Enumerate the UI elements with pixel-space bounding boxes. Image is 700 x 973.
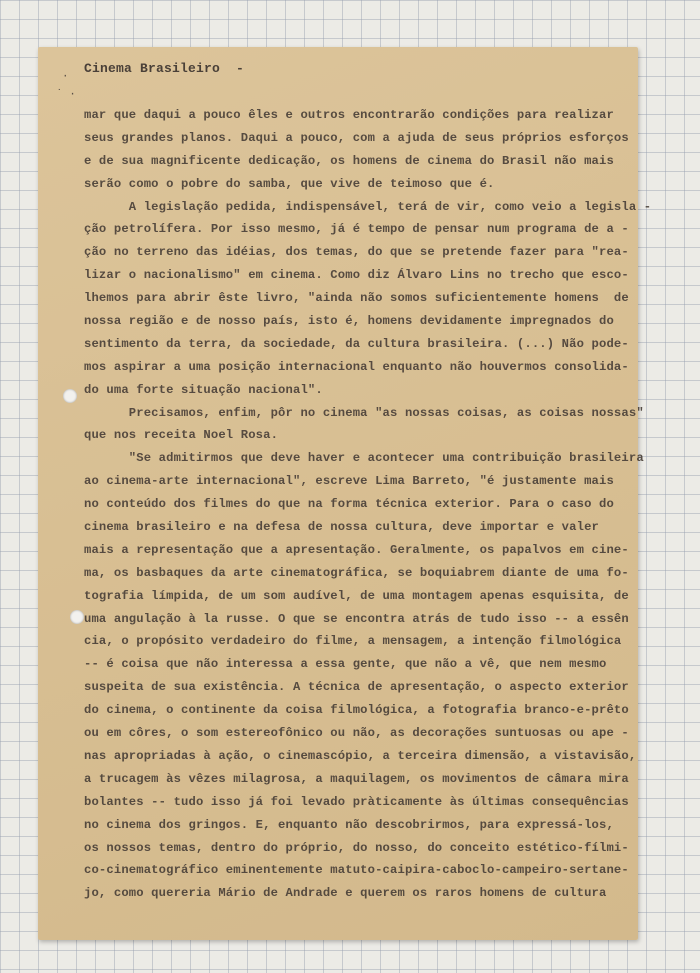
text-line: lhemos para abrir êste livro, "ainda não somos suficientemente homens de <box>84 291 629 306</box>
body-text <box>84 104 652 905</box>
text-line: sentimento da terra, da sociedade, da cultura brasileira. (...) Não pode- <box>84 336 629 351</box>
text-line: cinema brasileiro e na defesa de nossa cultura, deve importar e valer <box>84 520 599 535</box>
text-line: cia, o propósito verdadeiro do filme, a mensagem, a intenção filmológica <box>84 634 622 649</box>
text-line: no conteúdo dos filmes do que na forma técnica exterior. Para o caso do <box>84 497 614 512</box>
text-line: os nossos temas, dentro do próprio, do nosso, do conceito estético-fílmi- <box>84 840 629 855</box>
text-line: A legislação pedida, indispensável, terá de vir, como veio a legisla - <box>84 199 652 214</box>
text-line: mar que daqui a pouco êles e outros encontrarão condições para realizar <box>84 108 614 122</box>
text-line: lizar o nacionalismo" em cinema. Como diz Álvaro Lins no trecho que esco- <box>84 268 629 283</box>
text-line: que nos receita Noel Rosa. <box>84 428 279 443</box>
text-line: e de sua magnificente dedicação, os homens de cinema do Brasil não mais <box>84 153 614 168</box>
text-line: ção petrolífera. Por isso mesmo, já é tempo de pensar num programa de a - <box>84 222 629 237</box>
text-line: suspeita de sua existência. A técnica de apresentação, o aspecto exterior <box>84 680 629 695</box>
text-line: -- é coisa que não interessa a essa gente, que não a vê, que nem mesmo <box>84 657 607 672</box>
text-line: uma angulação à la russe. O que se encontra atrás de tudo isso -- a essên <box>84 611 629 626</box>
text-line: do cinema, o continente da coisa filmológica, a fotografia branco-e-prêto <box>84 703 629 718</box>
text-line: ma, os basbaques da arte cinematográfica, se boquiabrem diante de uma fo- <box>84 565 629 580</box>
page-header: Cinema Brasileiro - <box>84 61 245 76</box>
text-line: do uma forte situação nacional". <box>84 382 323 397</box>
text-line: no cinema dos gringos. E, enquanto não descobrirmos, para expressá-los, <box>84 817 614 832</box>
text-line: bolantes -- tudo isso já foi levado pràticamente às últimas consequências <box>84 794 629 809</box>
text-line: tografia límpida, de um som audível, de uma montagem apenas esquisita, de <box>84 588 629 603</box>
text-line: a trucagem às vêzes milagrosa, a maquilagem, os movimentos de câmara mira <box>84 771 629 786</box>
text-line: co-cinematográfico eminentemente matuto-caipira-caboclo-campeiro-sertane- <box>84 863 629 878</box>
text-line: serão como o pobre do samba, que vive de teimoso que é. <box>84 176 495 191</box>
typewritten-page <box>38 47 652 940</box>
punch-hole <box>63 389 77 403</box>
margin-mark: · <box>62 71 69 83</box>
text-line: nossa região e de nosso país, isto é, homens devidamente impregnados do <box>84 314 614 329</box>
text-line: "Se admitirmos que deve haver e acontecer uma contribuição brasileira <box>84 451 644 466</box>
text-line: mos aspirar a uma posição internacional enquanto não houvermos consolida- <box>84 359 629 374</box>
text-line: nas apropriadas à ação, o cinemascópio, a terceira dimensão, a vistavisão, <box>84 748 637 763</box>
text-line: ção no terreno das idéias, dos temas, do que se pretende fazer para "rea- <box>84 245 629 260</box>
text-line: ao cinema-arte internacional", escreve Lima Barreto, "é justamente mais <box>84 474 614 489</box>
text-line: seus grandes planos. Daqui a pouco, com a ajuda de seus próprios esforços <box>84 130 629 145</box>
text-line: mais a representação que a apresentação. Geralmente, os papalvos em cine- <box>84 542 629 557</box>
text-line: Precisamos, enfim, pôr no cinema "as nossas coisas, as coisas nossas" <box>84 405 644 420</box>
punch-hole <box>70 610 84 624</box>
margin-mark: ˙ · <box>56 89 76 101</box>
text-line: ou em côres, o som estereofônico ou não, as decorações suntuosas ou ape - <box>84 726 629 741</box>
text-line: jo, como quereria Mário de Andrade e querem os raros homens de cultura <box>84 886 607 901</box>
